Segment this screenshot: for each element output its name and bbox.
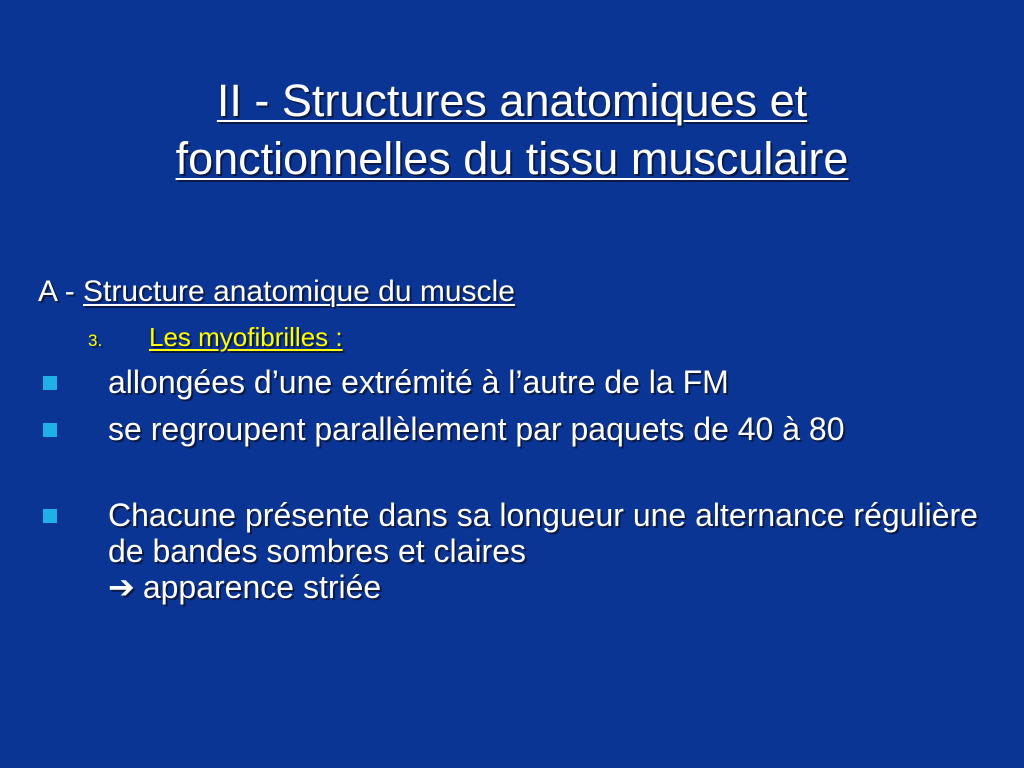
- square-bullet-icon: [43, 509, 57, 523]
- subsection-number: 3.: [88, 331, 103, 350]
- right-arrow-icon: ➔: [108, 569, 135, 605]
- square-bullet-icon: [43, 423, 57, 437]
- bullet-3-continuation: apparence striée: [142, 569, 382, 605]
- section-prefix: A -: [38, 275, 84, 308]
- bullet-text-3: Chacune présente dans sa longueur une alternance régulière de bandes sombres et claires: [108, 497, 978, 569]
- bullet-text-2: se regroupent parallèlement par paquets de 40 à 80: [108, 411, 845, 447]
- section-title: Structure anatomique du muscle: [83, 275, 515, 308]
- subsection-title: Les myofibrilles :: [149, 322, 343, 352]
- title-line-1: II - Structures anatomiques et: [216, 75, 808, 126]
- section-heading: [38, 273, 515, 311]
- bullet-text-3-block: [108, 497, 1008, 605]
- square-bullet-icon: [43, 376, 57, 390]
- bullet-text-1: allongées d’une extrémité à l’autre de la FM: [108, 364, 729, 400]
- title-line-2: fonctionnelles du tissu musculaire: [175, 133, 849, 184]
- slide-title: [40, 72, 984, 188]
